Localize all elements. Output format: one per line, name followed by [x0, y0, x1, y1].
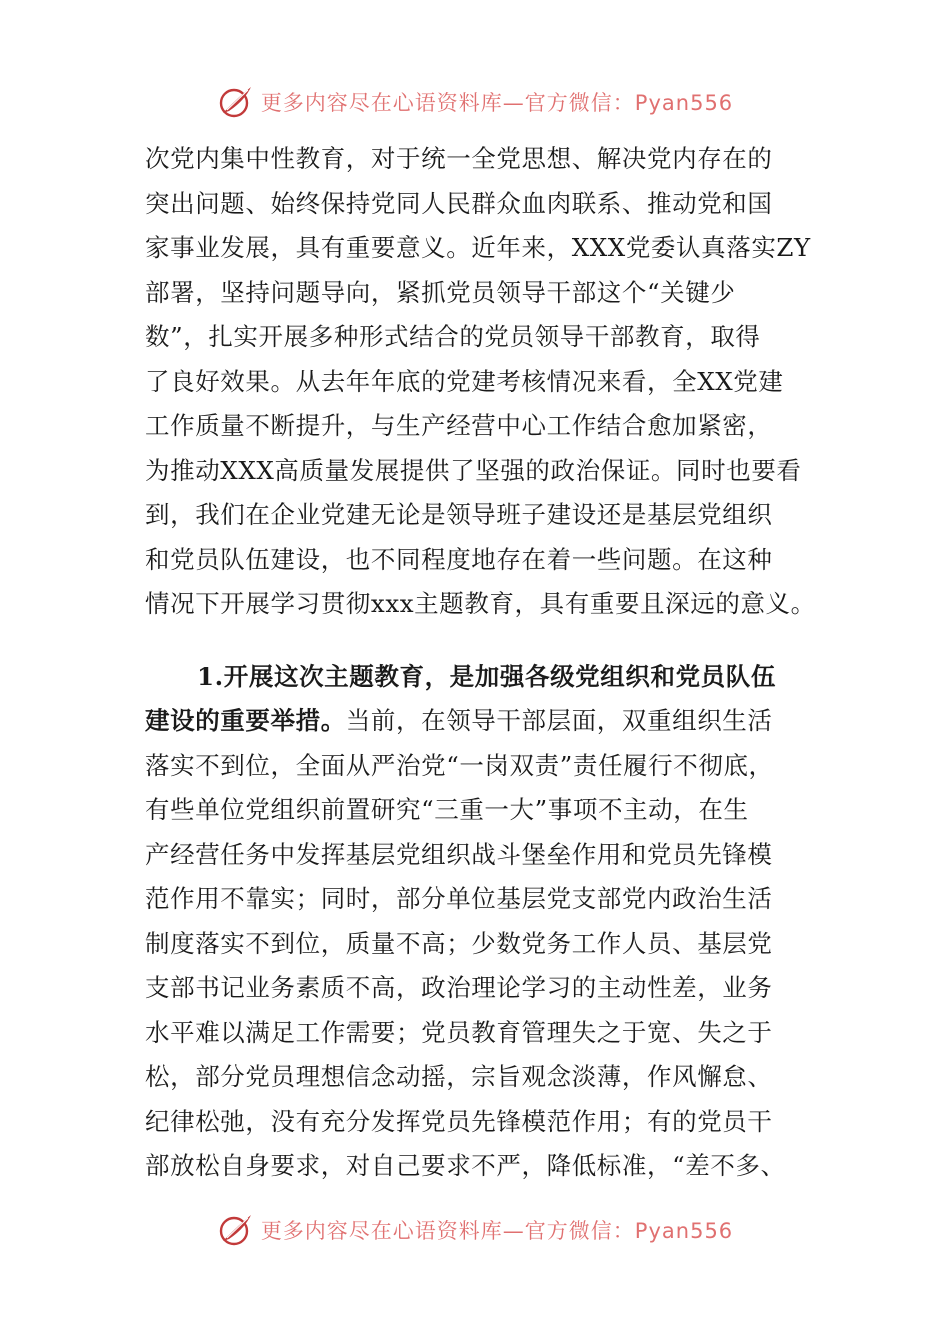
banner-text: 更多内容尽在心语资料库—官方微信：Pyan556	[260, 1219, 734, 1243]
text-line: 次党内集中性教育，对于统一全党思想、解决党内存在的	[145, 144, 773, 173]
section-heading-end: 建设的重要举措。	[145, 706, 346, 735]
text-line: 范作用不靠实；同时，部分单位基层党支部党内政治生活	[145, 884, 773, 913]
text-line: 落实不到位，全面从严治党“一岗双责”责任履行不彻底，	[145, 750, 774, 780]
text-line: 纪律松弛，没有充分发挥党员先锋模范作用；有的党员干	[145, 1106, 773, 1136]
footer-banner	[0, 1210, 950, 1250]
banner-text: 更多内容尽在心语资料库—官方微信：Pyan556	[260, 91, 734, 115]
paragraph	[145, 137, 815, 627]
text-line: 了良好效果。从去年年底的党建考核情况来看，全XX党建	[145, 366, 784, 396]
text-line: 制度落实不到位，质量不高；少数党务工作人员、基层党	[145, 928, 773, 958]
text-line	[145, 699, 815, 744]
quill-logo-icon	[217, 83, 255, 121]
document-body	[145, 137, 815, 1189]
text-line: 工作质量不断提升，与生产经营中心工作结合愈加紧密，	[145, 411, 773, 440]
text-line: 突出问题、始终保持党同人民群众血肉联系、推动党和国	[145, 188, 773, 218]
text-line: 情况下开展学习贯彻xxx主题教育，具有重要且深远的意义。	[145, 589, 816, 618]
text-line: 产经营任务中发挥基层党组织战斗堡垒作用和党员先锋模	[145, 839, 773, 869]
text-line: 部署，坚持问题导向，紧抓党员领导干部这个“关键少	[145, 277, 736, 307]
text-line: 部放松自身要求，对自己要求不严，降低标准，“差不多、	[145, 1151, 786, 1180]
text-line: 家事业发展，具有重要意义。近年来，XXX党委认真落实ZY	[145, 233, 811, 262]
text-line: 有些单位党组织前置研究“三重一大”事项不主动，在生	[145, 795, 749, 824]
paragraph-section-1	[145, 655, 815, 1189]
text-line: 松，部分党员理想信念动摇，宗旨观念淡薄，作风懈怠、	[145, 1062, 773, 1091]
text-line: 数”，扎实开展多种形式结合的党员领导干部教育，取得	[145, 322, 761, 351]
quill-logo-icon	[217, 1211, 255, 1249]
text-line: 支部书记业务素质不高，政治理论学习的主动性差，业务	[145, 973, 773, 1002]
text-span: 当前，在领导干部层面，双重组织生活	[345, 706, 773, 735]
header-banner	[0, 82, 950, 122]
text-line: 为推动XXX高质量发展提供了坚强的政治保证。同时也要看	[145, 455, 802, 485]
text-line: 和党员队伍建设，也不同程度地存在着一些问题。在这种	[145, 544, 773, 574]
section-heading: 1.开展这次主题教育，是加强各级党组织和党员队伍	[197, 661, 776, 691]
text-line: 到，我们在企业党建无论是领导班子建设还是基层党组织	[145, 500, 773, 529]
text-line: 水平难以满足工作需要；党员教育管理失之于宽、失之于	[145, 1017, 773, 1047]
